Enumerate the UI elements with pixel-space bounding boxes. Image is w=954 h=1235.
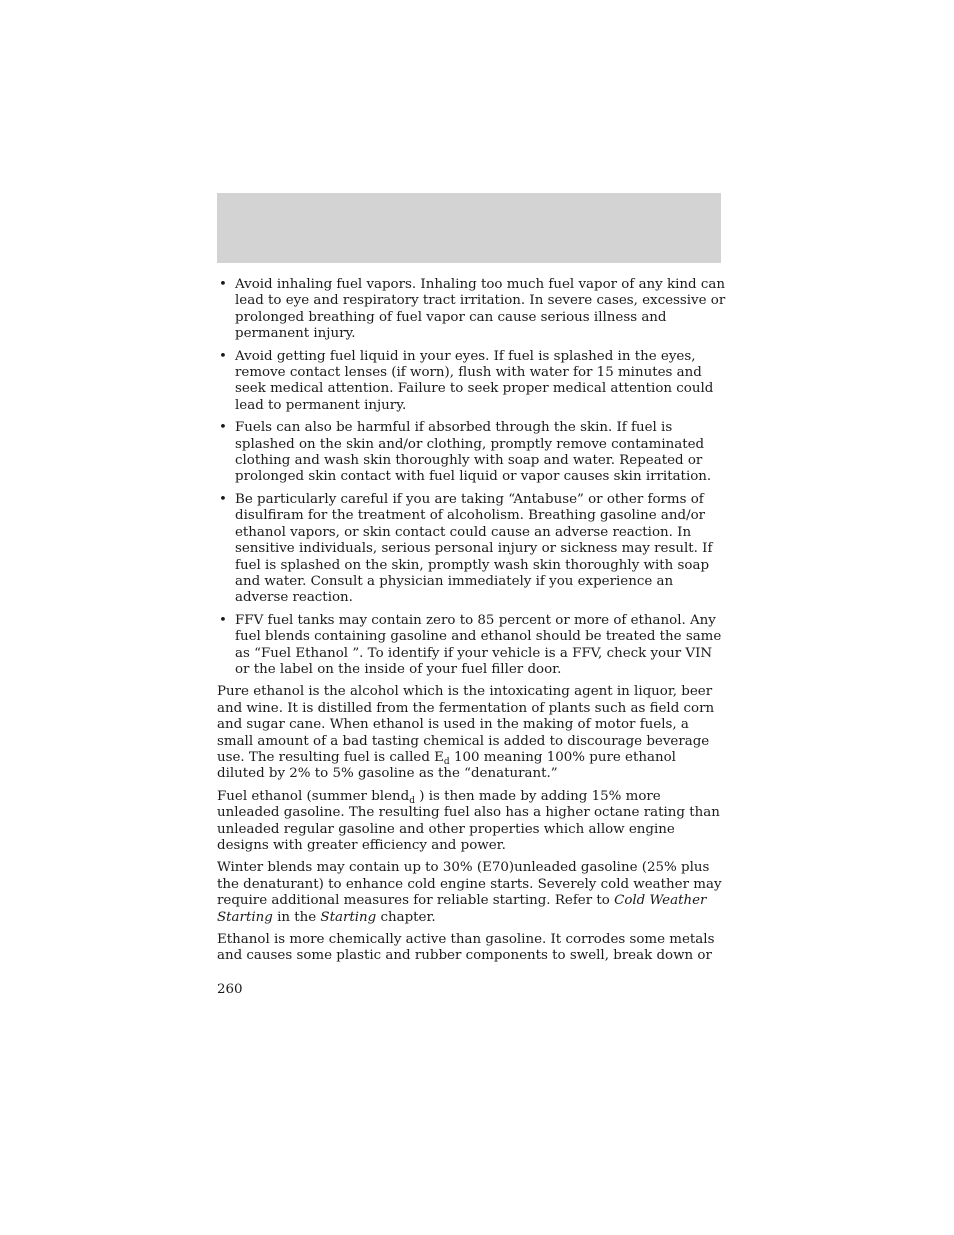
bullet-item-fuel-skin <box>217 420 727 486</box>
text-span: 100 meaning 100% pure ethanol diluted by 2% to 5% gasoline as the “denaturant.” <box>217 749 676 782</box>
cross-reference-cold-weather-starting: Cold Weather Starting <box>217 893 707 925</box>
text-span: Fuel ethanol (summer blend <box>217 788 410 804</box>
bullet-item-fuel-eyes <box>217 349 727 415</box>
bullet-dot-icon: • <box>219 491 227 507</box>
bullet-text: Be particularly careful if you are taking “Antabuse” or other forms of disulfiram for the treatment of alcoholism. Breathing gasoline and/or ethanol vapors, or skin contact could cause an adverse reaction. In sensitive individuals, serious personal injury or sickness may result. If fuel is splashed on the skin, promptly wash skin thoroughly with soap and water. Consult a physician immediately if you experience an adverse reaction. <box>235 491 713 606</box>
bullet-item-fuel-vapors <box>217 277 727 343</box>
bullet-item-antabuse <box>217 492 727 607</box>
bullet-dot-icon: • <box>219 277 227 292</box>
bullet-dot-icon: • <box>219 348 227 364</box>
text-span: ) is then made by adding 15% more unleaded gasoline. The resulting fuel also has a higher octane rating than unleaded regular gasoline and other properties which allow engine designs with greater efficiency and power. <box>217 788 720 853</box>
text-span: in the <box>272 909 321 925</box>
bullet-dot-icon: • <box>219 420 227 436</box>
text-span: chapter. <box>376 909 436 925</box>
subscript: d <box>409 795 415 806</box>
subscript: d <box>443 756 450 767</box>
bullet-dot-icon: • <box>219 612 227 628</box>
bullet-text: FFV fuel tanks may contain zero to 85 percent or more of ethanol. Any fuel blends containing gasoline and ethanol should be treated the same as “Fuel Ethanol ”. To identify if your vehicle is a FFV, check your VIN or the label on the inside of your fuel filler door. <box>235 612 722 677</box>
bullet-text: Fuels can also be harmful if absorbed through the skin. If fuel is splashed on the skin and/or clothing, promptly remove contaminated clothing and wash skin thoroughly with soap and water. Repeated or prolonged skin contact with fuel liquid or vapor causes skin irritation. <box>235 420 712 485</box>
bullet-text: Avoid inhaling fuel vapors. Inhaling too much fuel vapor of any kind can lead to eye and respiratory tract irritation. In severe cases, excessive or prolonged breathing of fuel vapor can cause serious illness and permanent injury. <box>235 277 726 342</box>
paragraph-fuel-ethanol <box>217 789 727 855</box>
text-span: Pure ethanol is the alcohol which is the intoxicating agent in liquor, beer and wine. It is distilled from the fermentation of plants such as field corn and sugar cane. When ethanol is used in the making of motor fuels, a small amount of a bad tasting chemical is added to discourage beverage use. The resulting fuel is called E <box>217 684 715 765</box>
cross-reference-starting-chapter: Starting <box>320 909 377 925</box>
text-span: Winter blends may contain up to 30% (E70)unleaded gasoline (25% plus the denaturant) to enhance cold engine starts. Severely cold weather may require additional measures for reliable starting. Refer to <box>217 860 722 909</box>
paragraph-pure-ethanol <box>217 684 727 782</box>
chapter-header-band <box>217 193 721 263</box>
page-body <box>217 277 727 971</box>
page-number: 260 <box>217 982 243 997</box>
bullet-item-ffv-tanks <box>217 613 727 679</box>
safety-bullet-list <box>217 277 727 678</box>
paragraph-ethanol-chemistry: Ethanol is more chemically active than gasoline. It corrodes some metals and causes some plastic and rubber components to swell, break down or <box>217 932 715 964</box>
paragraph-winter-blends <box>217 860 727 926</box>
bullet-text: Avoid getting fuel liquid in your eyes. If fuel is splashed in the eyes, remove contact lenses (if worn), flush with water for 15 minutes and seek medical attention. Failure to seek proper medical attention could lead to permanent injury. <box>235 348 714 413</box>
